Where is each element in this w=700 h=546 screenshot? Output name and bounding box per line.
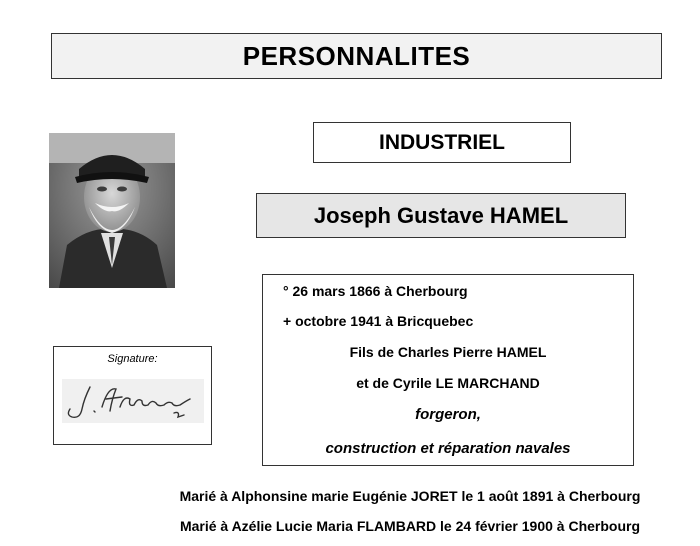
father-info: Fils de Charles Pierre HAMEL (349, 344, 547, 360)
role-label: INDUSTRIEL (313, 122, 571, 163)
trade-info: construction et réparation navales (325, 440, 571, 457)
mother-info: et de Cyrile LE MARCHAND (356, 375, 540, 391)
marriage-info-2: Marié à Azélie Lucie Maria FLAMBARD le 24 février 1900 à Cherbourg (179, 518, 641, 534)
person-name: Joseph Gustave HAMEL (256, 193, 626, 238)
portrait-photo (49, 133, 175, 288)
signature-panel (53, 346, 212, 445)
occupation-info: forgeron, (415, 406, 481, 423)
marriage-info-1: Marié à Alphonsine marie Eugénie JORET le 1 août 1891 à Cherbourg (179, 488, 641, 504)
death-info: + octobre 1941 à Bricquebec (283, 313, 474, 329)
signature-image (62, 377, 204, 425)
biography-details (262, 274, 634, 466)
page-title: PERSONNALITES (51, 33, 662, 79)
signature-label: Signature: (107, 353, 158, 365)
birth-info: ° 26 mars 1866 à Cherbourg (283, 283, 468, 299)
